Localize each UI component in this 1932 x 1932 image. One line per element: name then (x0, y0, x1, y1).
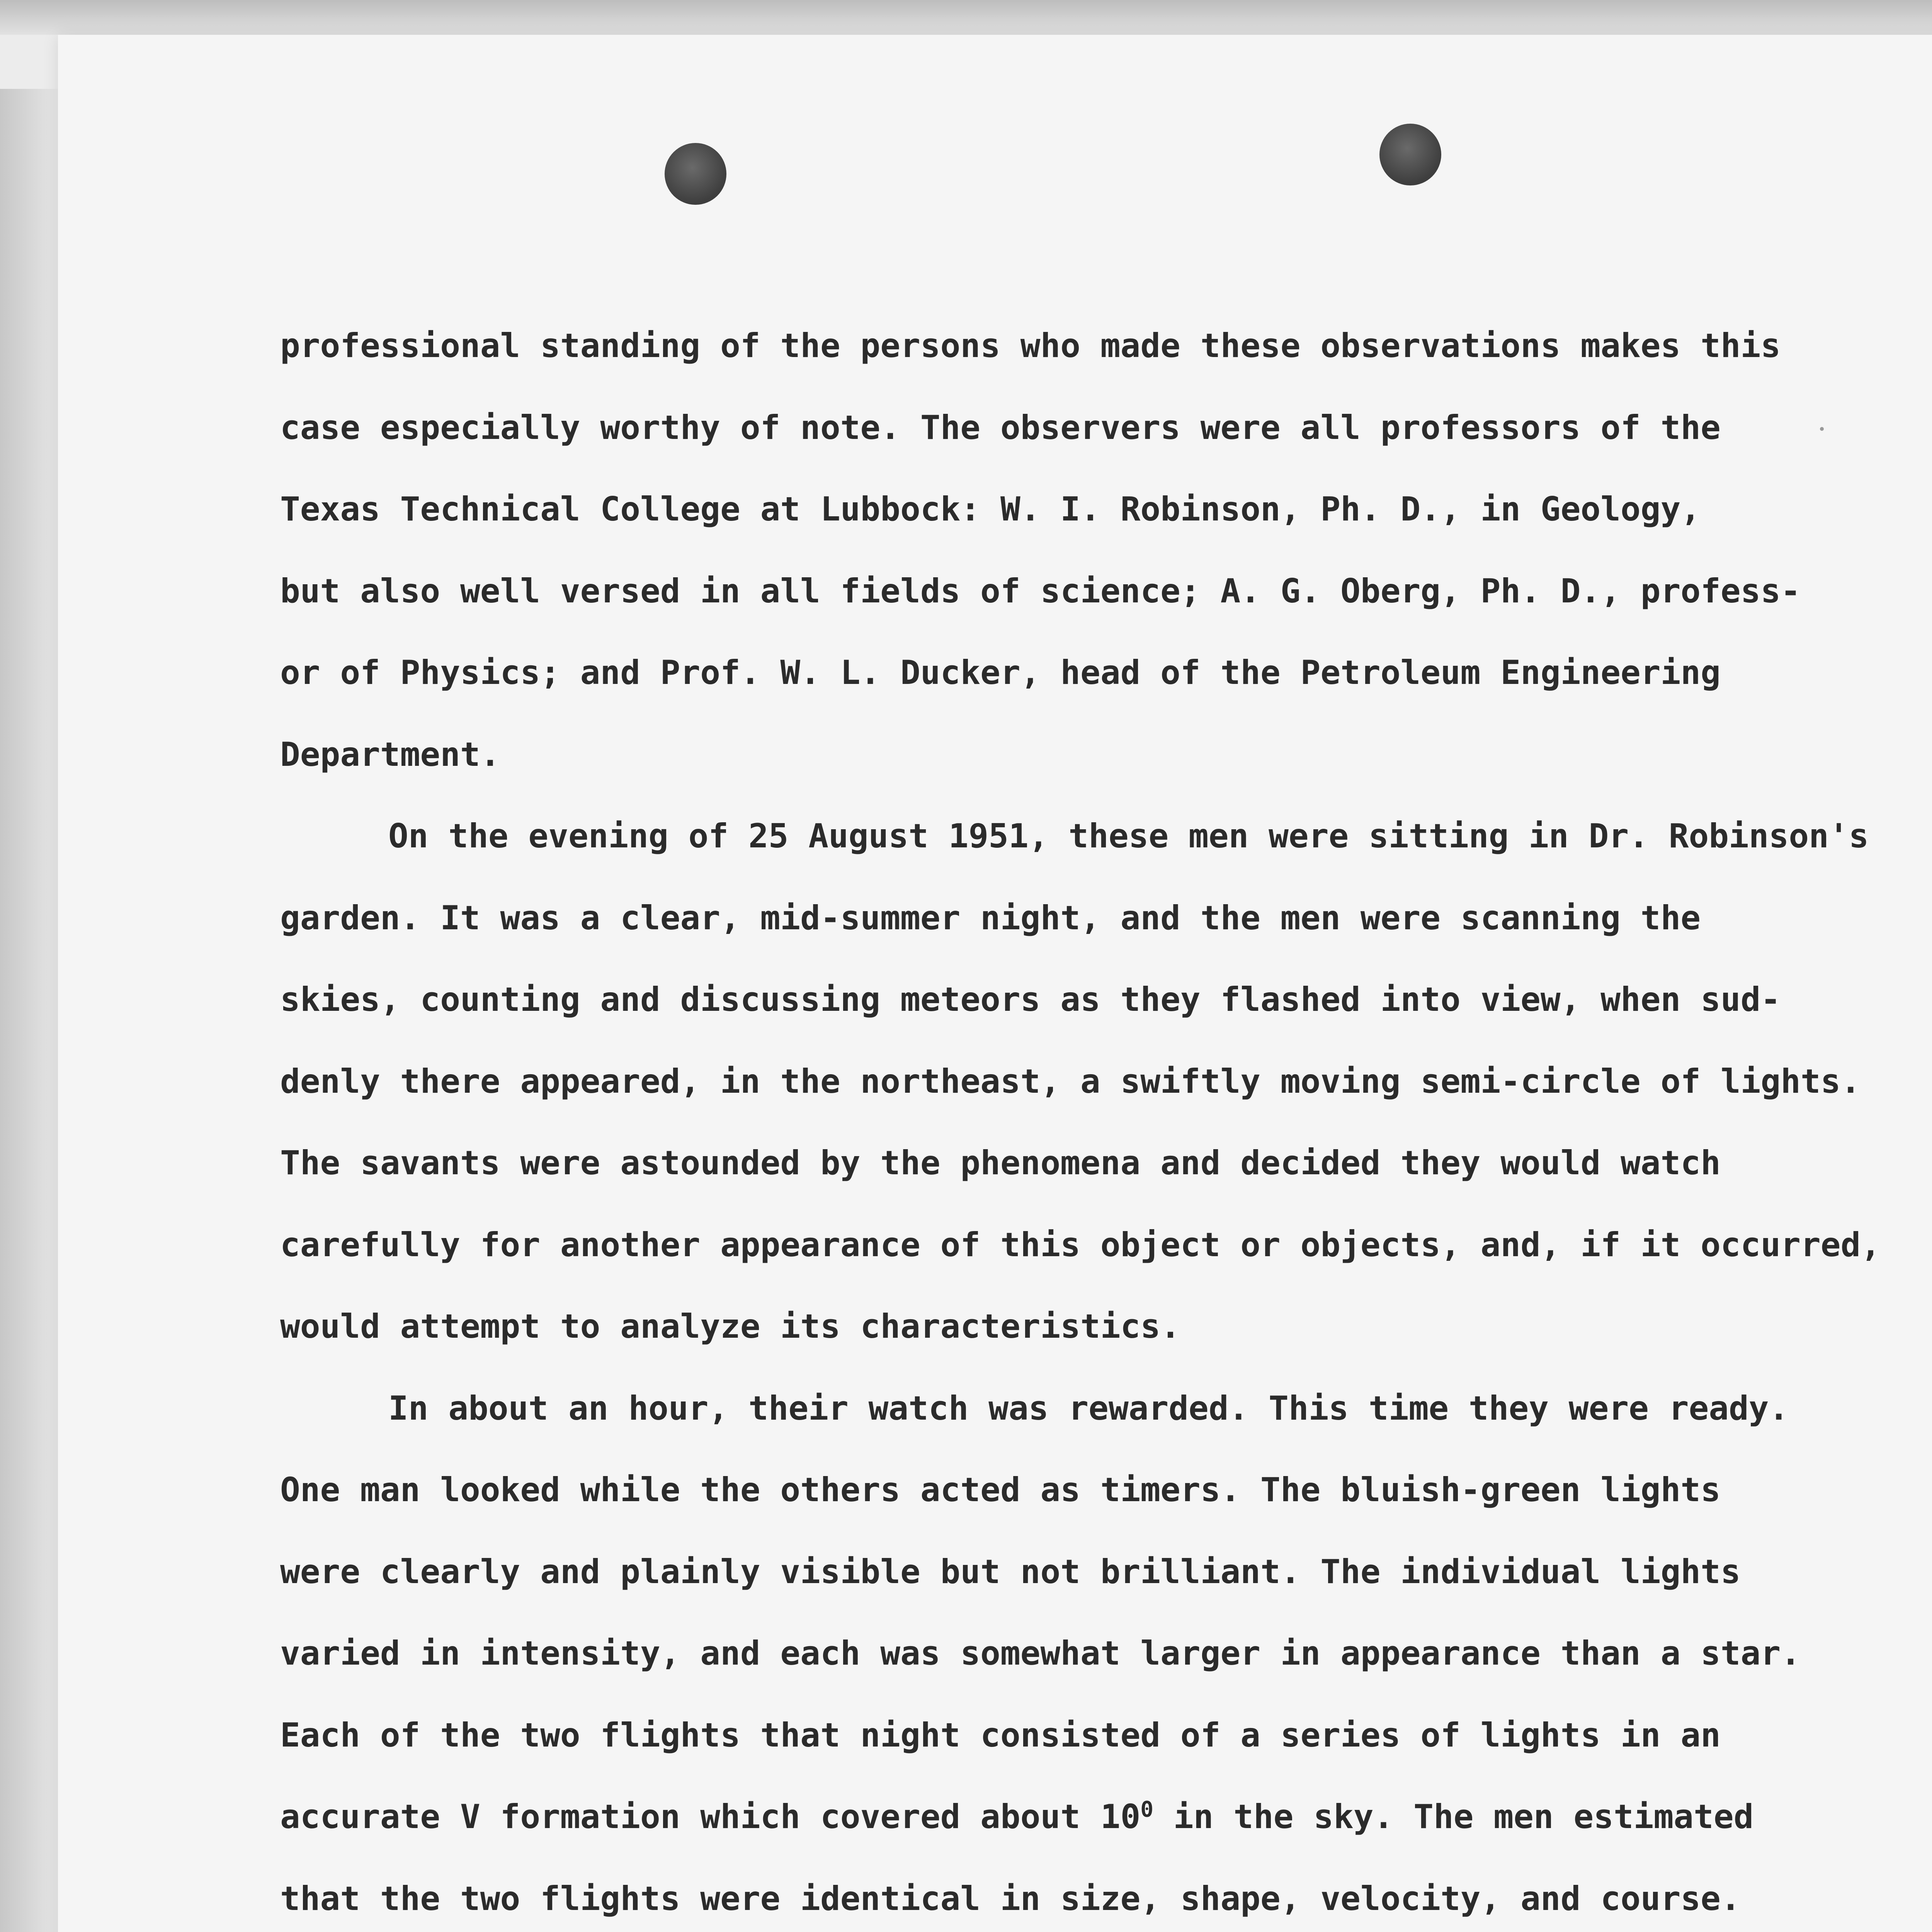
text-line: would attempt to analyze its characteristics. (280, 1307, 1180, 1346)
body-text (280, 305, 1932, 1932)
text-line: The savants were astounded by the phenomena and decided they would watch (280, 1144, 1721, 1182)
text-line: case especially worthy of note. The observers were all professors of the (280, 408, 1721, 447)
text-segment: in the sky. The men estimated (1173, 1798, 1754, 1836)
text-line: Each of the two flights that night consisted of a series of lights in an (280, 1716, 1721, 1755)
text-segment: accurate V formation which covered about 10 (280, 1798, 1141, 1836)
text-line: On the evening of 25 August 1951, these men were sitting in Dr. Robinson's (388, 817, 1869, 855)
text-line: One man looked while the others acted as timers. The bluish-green lights (280, 1471, 1721, 1509)
degree-superscript: 0 (1140, 1797, 1154, 1822)
scan-speck (1820, 427, 1824, 431)
text-line: Department. (280, 735, 500, 774)
binding-shadow (0, 89, 66, 1932)
text-line: were clearly and plainly visible but not brilliant. The individual lights (280, 1552, 1741, 1591)
text-line: that the two flights were identical in size, shape, velocity, and course. (280, 1879, 1741, 1918)
text-line: Texas Technical College at Lubbock: W. I. Robinson, Ph. D., in Geology, (280, 490, 1701, 529)
punch-hole-right (1379, 124, 1441, 185)
text-line: In about an hour, their watch was rewarded. This time they were ready. (388, 1389, 1789, 1428)
text-line: but also well versed in all fields of science; A. G. Oberg, Ph. D., profess- (280, 571, 1801, 611)
punch-hole-left (665, 143, 726, 205)
text-line: carefully for another appearance of this object or objects, and, if it occurred, (280, 1225, 1881, 1264)
text-line: denly there appeared, in the northeast, a swiftly moving semi-circle of lights. (280, 1062, 1861, 1101)
scanner-top-band (0, 0, 1932, 35)
text-line: skies, counting and discussing meteors as they flashed into view, when sud- (280, 980, 1781, 1019)
text-line (280, 1776, 1932, 1858)
text-line: professional standing of the persons who made these observations makes this (280, 327, 1781, 365)
text-line: garden. It was a clear, mid-summer night, and the men were scanning the (280, 898, 1701, 937)
text-line: varied in intensity, and each was somewhat larger in appearance than a star. (280, 1634, 1801, 1673)
text-line: or of Physics; and Prof. W. L. Ducker, head of the Petroleum Engineering (280, 653, 1721, 692)
